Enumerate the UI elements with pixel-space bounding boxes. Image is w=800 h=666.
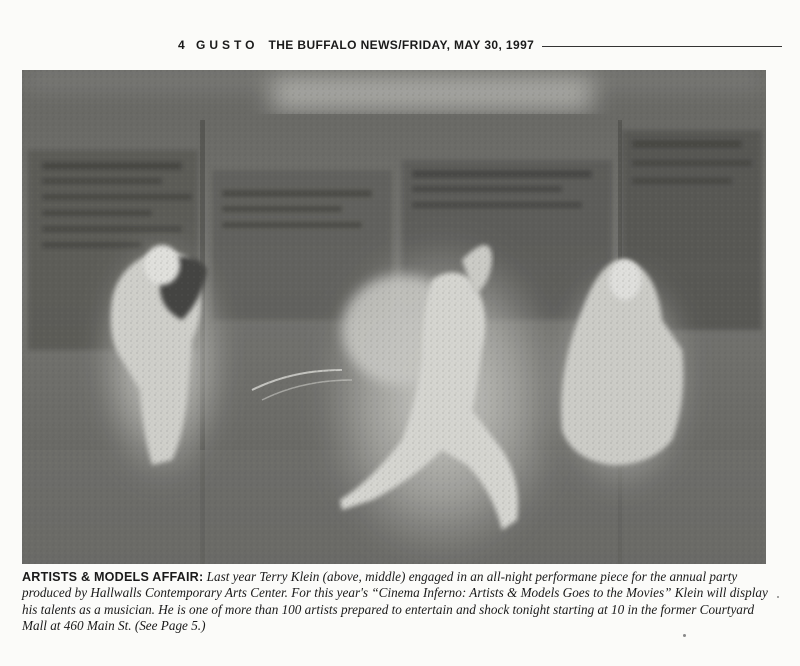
header-rule xyxy=(542,46,782,47)
print-speck xyxy=(683,634,686,637)
print-speck xyxy=(777,596,779,598)
section-name: 4 GUSTO xyxy=(178,38,259,52)
folio-line: THE BUFFALO NEWS/FRIDAY, MAY 30, 1997 xyxy=(268,38,535,52)
page-header xyxy=(178,36,782,54)
photo-illustration xyxy=(22,70,766,564)
photograph xyxy=(22,70,766,564)
photo-caption xyxy=(22,569,770,635)
caption-body: Last year Terry Klein (above, middle) engaged in an all-night performane piece for the annual party produced by Hallwalls Contemporary Arts Center. For this year's “Cinema Inferno: Artists & Models Goes to the Movies” Klein will display his talents as a musician. He is one of more than 100 artists prepared to entertain and shock tonight starting at 10 in the former Courtyard Mall at 460 Main St. (See Page 5.) xyxy=(22,569,768,634)
caption-lead: ARTISTS & MODELS AFFAIR: xyxy=(22,570,204,584)
